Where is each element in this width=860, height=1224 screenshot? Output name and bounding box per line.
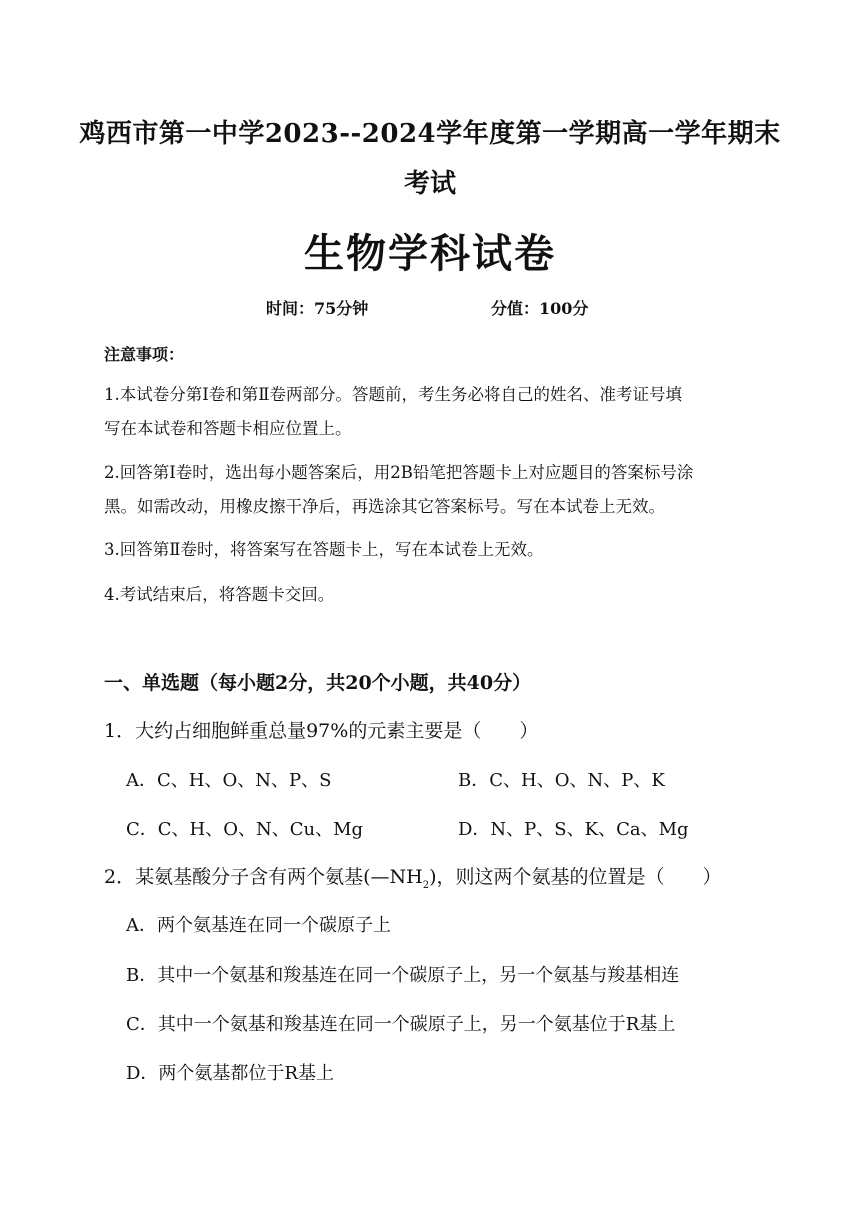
note-4: 4.考试结束后，将答题卡交回。: [104, 585, 335, 604]
question-1-option-b: B．C、H、O、N、P、K: [458, 770, 665, 791]
subject-title: 生物学科试卷: [304, 230, 556, 277]
question-2-stem: [104, 862, 722, 891]
section-title: 一、单选题（每小题2分，共20个小题，共40分）: [104, 672, 532, 694]
question-2-option-c: C．其中一个氨基和羧基连在同一个碳原子上，另一个氨基位于R基上: [126, 1014, 676, 1035]
note-2-line1: 2.回答第Ⅰ卷时，选出每小题答案后，用2B铅笔把答题卡上对应题目的答案标号涂: [104, 463, 694, 482]
question-1-option-d: D．N、P、S、K、Ca、Mg: [458, 819, 689, 840]
question-2-stem-post: )，则这两个氨基的位置是（ ）: [429, 866, 722, 888]
question-2-option-d: D．两个氨基都位于R基上: [126, 1063, 334, 1084]
question-2-stem-subscript: 2: [422, 879, 430, 891]
exam-time: 时间：75分钟: [266, 299, 369, 318]
note-1-line1: 1.本试卷分第Ⅰ卷和第Ⅱ卷两部分。答题前，考生务必将自己的姓名、准考证号填: [104, 385, 682, 404]
note-3: 3.回答第Ⅱ卷时，将答案写在答题卡上，写在本试卷上无效。: [104, 540, 544, 559]
question-2-option-b: B．其中一个氨基和羧基连在同一个碳原子上，另一个氨基与羧基相连: [126, 965, 680, 986]
question-2-option-a: A．两个氨基连在同一个碳原子上: [126, 915, 391, 936]
note-1-line2: 写在本试卷和答题卡相应位置上。: [104, 419, 352, 438]
exam-title-line2: 考试: [403, 169, 456, 199]
question-1-option-c: C．C、H、O、N、Cu、Mg: [126, 819, 364, 840]
exam-score: 分值：100分: [491, 299, 589, 318]
question-1-stem: 1．大约占细胞鲜重总量97%的元素主要是（ ）: [104, 720, 539, 742]
question-2-stem-pre: 2．某氨基酸分子含有两个氨基(—NH: [104, 866, 423, 888]
exam-title-line1: 鸡西市第一中学2023--2024学年度第一学期高一学年期末: [79, 119, 781, 149]
note-2-line2: 黑。如需改动，用橡皮擦干净后，再选涂其它答案标号。写在本试卷上无效。: [104, 497, 665, 516]
question-1-option-a: A．C、H、O、N、P、S: [126, 770, 332, 791]
notes-heading: 注意事项：: [104, 345, 185, 364]
